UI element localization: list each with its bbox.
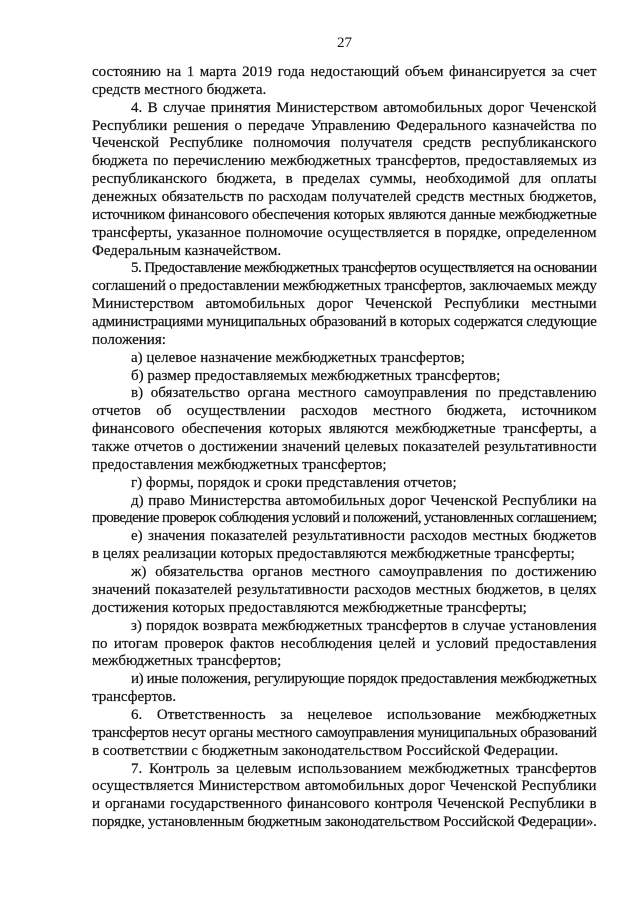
text-line-content: 4. В случае принятия Министерством автомобильных дорог Чеченской [131, 99, 597, 116]
text-line [92, 135, 597, 153]
text-line [92, 457, 597, 475]
text-line [92, 100, 597, 118]
text-line-content: предоставления межбюджетных трансфертов; [92, 456, 387, 473]
text-line-content: в) обязательство органа местного самоуправления по представлению [131, 385, 597, 402]
text-line [92, 171, 597, 189]
text-line-content: в целях реализации которых предоставляются межбюджетные трансферты; [92, 546, 575, 563]
text-line-content: соглашений о предоставлении межбюджетных трансфертов, заключаемых между [92, 278, 597, 295]
text-line-content: е) значения показателей результативности расходов местных бюджетов [131, 528, 597, 545]
text-line-content: Федеральным казначейством. [92, 242, 282, 259]
text-line-content: бюджета по перечислению межбюджетных трансфертов, предоставляемых из [92, 153, 597, 170]
text-line [92, 82, 597, 100]
text-line-content: республиканского бюджета, в пределах суммы, необходимой для оплаты [92, 171, 597, 188]
text-line-content: осуществляется Министерством автомобильных дорог Чеченской Республики [92, 778, 597, 795]
text-line-content: 6. Ответственность за нецелевое использование межбюджетных [131, 706, 597, 723]
text-line-content: средств местного бюджета. [92, 81, 267, 98]
paragraph [92, 368, 597, 386]
text-line [92, 510, 597, 528]
text-line-content: трансфертов. [92, 689, 177, 706]
text-line-content: проведение проверок соблюдения условий и положений, установленных соглашением; [92, 510, 597, 527]
text-line-content: денежных обязательств по расходам получателей средств местных бюджетов, [92, 189, 597, 206]
text-line-content: межбюджетных трансфертов; [92, 653, 282, 670]
text-line [92, 403, 597, 421]
text-line-content: б) размер предоставляемых межбюджетных трансфертов; [131, 367, 501, 384]
paragraph [92, 260, 597, 349]
paragraph [92, 618, 597, 672]
text-line-content: значений показателей результативности расходов местных бюджетов, в целях [92, 581, 597, 598]
text-line [92, 671, 597, 689]
text-line-content: по итогам проверок фактов несоблюдения целей и условий предоставления [92, 635, 597, 652]
continued-paragraph [92, 64, 597, 100]
text-line [92, 528, 597, 546]
text-line-content: трансфертов несут органы местного самоуправления муниципальных образований [92, 724, 597, 741]
text-line [92, 778, 597, 796]
paragraph [92, 761, 597, 832]
paragraph [92, 475, 597, 493]
text-line [92, 814, 597, 832]
text-line-content: 5. Предоставление межбюджетных трансфертов осуществляется на основании [131, 260, 597, 277]
text-line-content: также отчетов о достижении значений целевых показателей результативности [92, 439, 597, 456]
text-line [92, 278, 597, 296]
paragraph [92, 385, 597, 474]
text-line [92, 653, 597, 671]
text-line [92, 725, 597, 743]
text-line [92, 225, 597, 243]
document-body [92, 64, 597, 832]
text-line-content: и органами государственного финансового контроля Чеченской Республики в [92, 796, 597, 813]
text-line-content: состоянию на 1 марта 2019 года недостающий объем финансируется за счет [92, 64, 597, 80]
text-line-content: г) формы, порядок и сроки представления отчетов; [131, 474, 457, 491]
text-line-content: в соответствии с бюджетным законодательством Российской Федерации. [92, 742, 559, 759]
text-line [92, 296, 597, 314]
text-line-content: Республики решения о передаче Управлению Федерального казначейства по [92, 117, 597, 134]
text-line-content: Чеченской Республике полномочия получателя средств республиканского [92, 135, 597, 152]
text-line-content: з) порядок возврата межбюджетных трансфертов в случае установления [131, 617, 597, 634]
paragraph [92, 350, 597, 368]
text-line-content: отчетов об осуществлении расходов местного бюджета, источником [92, 403, 597, 420]
paragraph [92, 671, 597, 707]
text-line [92, 493, 597, 511]
text-line [92, 189, 597, 207]
text-line [92, 707, 597, 725]
text-line [92, 153, 597, 171]
text-line [92, 314, 597, 332]
text-line-content: 7. Контроль за целевым использованием межбюджетных трансфертов [131, 760, 597, 777]
text-line [92, 421, 597, 439]
text-line [92, 207, 597, 225]
page-number: 27 [337, 35, 352, 51]
text-line-content: достижения которых предоставляются межбюджетные трансферты; [92, 599, 527, 616]
text-line [92, 582, 597, 600]
text-line [92, 439, 597, 457]
text-line [92, 546, 597, 564]
paragraph [92, 493, 597, 529]
text-line [92, 243, 597, 261]
text-line [92, 636, 597, 654]
text-line [92, 118, 597, 136]
text-line [92, 368, 597, 386]
paragraph [92, 528, 597, 564]
text-line [92, 743, 597, 761]
text-line-content: Министерством автомобильных дорог Чеченской Республики местными [92, 296, 597, 313]
text-line [92, 564, 597, 582]
text-line [92, 64, 597, 82]
text-line [92, 350, 597, 368]
text-line-content: трансферты, указанное полномочие осуществляется в порядке, определенном [92, 224, 597, 241]
text-line [92, 618, 597, 636]
text-line [92, 260, 597, 278]
text-line-content: д) право Министерства автомобильных дорог Чеченской Республики на [131, 492, 597, 509]
text-line [92, 385, 597, 403]
text-line [92, 332, 597, 350]
text-line [92, 475, 597, 493]
text-line-content: и) иные положения, регулирующие порядок предоставления межбюджетных [131, 671, 597, 688]
text-line-content: порядке, установленным бюджетным законодательством Российской Федерации». [92, 814, 597, 831]
text-line-content: положения: [92, 331, 166, 348]
text-line [92, 796, 597, 814]
paragraph [92, 707, 597, 761]
paragraph [92, 100, 597, 261]
text-line-content: а) целевое назначение межбюджетных трансфертов; [131, 349, 465, 366]
text-line [92, 600, 597, 618]
text-line-content: администрациями муниципальных образований в которых содержатся следующие [92, 314, 597, 331]
text-line-content: финансового обеспечения которых являются межбюджетные трансферты, а [92, 421, 597, 438]
text-line [92, 761, 597, 779]
text-line-content: ж) обязательства органов местного самоуправления по достижению [131, 564, 597, 581]
text-line [92, 689, 597, 707]
paragraph [92, 564, 597, 618]
text-line-content: источником финансового обеспечения которых являются данные межбюджетные [92, 206, 597, 223]
